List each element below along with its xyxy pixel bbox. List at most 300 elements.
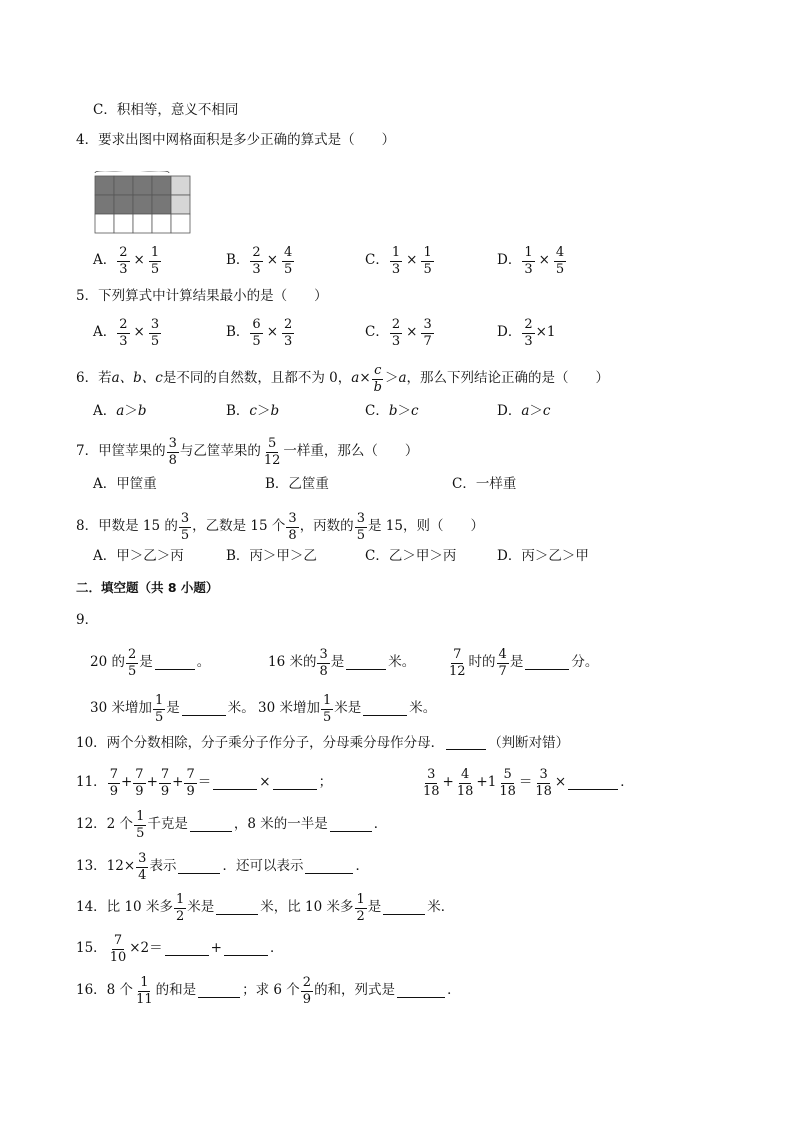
- plus-sign: +: [120, 774, 133, 791]
- fraction: [421, 246, 433, 276]
- q8-option-a[interactable]: A．甲＞乙＞丙: [93, 548, 184, 564]
- denominator: 5: [555, 261, 565, 277]
- answer-blank[interactable]: [216, 902, 258, 915]
- denominator: 5: [423, 261, 432, 277]
- fraction: [184, 768, 196, 798]
- grid-cell: [152, 176, 171, 195]
- text: ；求 6 个: [242, 982, 300, 999]
- text: 分。: [571, 654, 599, 671]
- q12: [76, 810, 387, 840]
- plus-sign: +: [146, 774, 158, 791]
- times-sign: ×: [266, 324, 279, 341]
- answer-blank[interactable]: [182, 703, 226, 716]
- fraction: [250, 318, 262, 348]
- numerator: 7: [453, 647, 462, 662]
- denominator: 9: [302, 991, 312, 1007]
- numerator: 3: [138, 851, 147, 866]
- numerator: 1: [322, 693, 332, 708]
- q10: [76, 737, 569, 751]
- fraction: [282, 318, 294, 348]
- numerator: 4: [284, 245, 293, 260]
- left-var: a: [521, 403, 530, 419]
- text: 米，比 10 米多: [260, 899, 354, 916]
- denominator: 2: [175, 908, 185, 924]
- denominator: 18: [499, 783, 516, 799]
- option-letter: D．: [497, 324, 522, 341]
- fraction: [455, 768, 476, 798]
- denominator: 2: [356, 908, 365, 924]
- period: ．: [447, 982, 461, 999]
- answer-blank[interactable]: [155, 657, 195, 670]
- q7-option-b[interactable]: B．乙筐重: [265, 476, 329, 492]
- times-one: ×1: [535, 324, 556, 341]
- q4-option-a[interactable]: [93, 246, 162, 276]
- numerator: 1: [150, 245, 160, 260]
- fraction: [250, 246, 262, 276]
- numerator: 2: [119, 245, 128, 260]
- numerator: 1: [175, 892, 185, 907]
- numerator: 1: [391, 245, 401, 260]
- fraction: [390, 246, 402, 276]
- q5-option-a[interactable]: [93, 318, 162, 348]
- fraction: [286, 512, 298, 542]
- numerator: 2: [127, 647, 137, 662]
- greater-sign: ＞: [529, 403, 543, 419]
- q4-option-d[interactable]: [497, 246, 567, 276]
- q9-number: 9．: [76, 612, 99, 628]
- grid-cell: [171, 195, 190, 214]
- denominator: 8: [288, 527, 297, 543]
- denominator: 7: [498, 663, 507, 679]
- text: 是: [166, 700, 180, 717]
- numerator: 3: [150, 317, 160, 332]
- q9-item-e: [258, 694, 436, 724]
- fraction: [149, 318, 161, 348]
- q8-part1: 8．甲数是 15 的: [76, 518, 178, 535]
- q7-option-c[interactable]: C．一样重: [452, 476, 517, 492]
- fraction: [522, 318, 534, 348]
- q9-item-d: [90, 694, 255, 724]
- numerator: 3: [423, 317, 432, 332]
- fraction: [282, 246, 294, 276]
- grid-cell: [95, 195, 114, 214]
- fraction: [301, 976, 313, 1006]
- fraction: [108, 768, 120, 798]
- numerator: 6: [252, 317, 261, 332]
- option-letter: C．: [365, 324, 389, 341]
- text: 20 的: [90, 654, 125, 671]
- left-var: c: [249, 403, 257, 419]
- answer-blank[interactable]: [178, 861, 220, 874]
- q6-prefix: 6．若: [76, 370, 112, 387]
- denominator: 5: [154, 709, 164, 725]
- denominator: 3: [524, 333, 533, 349]
- text: 时的: [468, 654, 496, 671]
- numerator: 3: [180, 511, 190, 526]
- answer-blank[interactable]: [446, 737, 486, 750]
- grid-cell: [133, 176, 152, 195]
- q9-item-a: [90, 648, 210, 678]
- denominator: 3: [252, 261, 261, 277]
- right-var: c: [542, 403, 551, 419]
- option-letter: C．: [365, 403, 389, 419]
- denominator: 11: [136, 991, 153, 1007]
- numerator: 7: [109, 767, 118, 782]
- equals-sign: ＝: [518, 774, 533, 791]
- numerator: 3: [319, 647, 328, 662]
- answer-blank[interactable]: [190, 819, 232, 832]
- fraction: [522, 246, 534, 276]
- numerator: 1: [154, 693, 164, 708]
- left-var: b: [388, 403, 398, 419]
- text: 米。: [227, 700, 255, 717]
- times-sign: ×: [266, 252, 279, 269]
- fraction: [317, 648, 329, 678]
- q14: [76, 893, 454, 923]
- period: ．: [373, 816, 388, 833]
- fraction: [533, 768, 554, 798]
- denominator: 5: [284, 261, 293, 277]
- plus-sign: +: [172, 774, 184, 791]
- q8-option-d[interactable]: D．丙＞乙＞甲: [497, 548, 589, 564]
- grid-cell: [114, 195, 133, 214]
- denominator: 3: [119, 333, 128, 349]
- option-letter: B．: [226, 403, 250, 419]
- numerator: 3: [539, 767, 548, 782]
- denominator: 3: [391, 333, 401, 349]
- q10-hint: （判断对错）: [488, 735, 570, 751]
- var-a: a: [351, 370, 360, 387]
- answer-blank[interactable]: [330, 819, 372, 832]
- times-sign: ×: [538, 252, 550, 269]
- text: 是: [139, 654, 153, 671]
- q16: [76, 976, 461, 1006]
- times-sign: ×: [359, 370, 371, 387]
- fraction: [262, 437, 283, 467]
- q7-middle: 与乙筐苹果的: [179, 443, 261, 460]
- q6-variables: a、b、c: [111, 370, 163, 387]
- numerator: 7: [160, 767, 170, 782]
- text: 是: [509, 654, 524, 671]
- answer-blank[interactable]: [165, 943, 209, 956]
- numerator: 2: [119, 317, 128, 332]
- q6-stem: [76, 364, 609, 394]
- q6-option-b[interactable]: [226, 405, 279, 419]
- q6-option-a[interactable]: [93, 405, 146, 419]
- numerator: 3: [168, 436, 177, 451]
- q8-part3: ，丙数的: [299, 518, 354, 535]
- numerator: 4: [460, 767, 470, 782]
- plus-sign: +: [476, 774, 488, 791]
- numerator: 1: [423, 245, 432, 260]
- q6-option-c[interactable]: [365, 405, 419, 419]
- numerator: 5: [503, 767, 512, 782]
- denominator: 5: [150, 261, 160, 277]
- q6-condition: 是不同的自然数，且都不为 0，: [162, 370, 352, 387]
- fraction: [126, 648, 138, 678]
- numerator: 1: [136, 809, 145, 824]
- denominator: 9: [186, 783, 195, 799]
- fraction: [159, 768, 171, 798]
- text: 30 米增加: [258, 700, 320, 717]
- text: 米是: [187, 899, 215, 916]
- denominator: 10: [109, 949, 127, 965]
- denominator: 12: [449, 663, 466, 679]
- greater-sign: ＞: [124, 403, 138, 419]
- option-letter: A．: [93, 324, 117, 341]
- fraction: [372, 364, 384, 394]
- fraction: [117, 318, 129, 348]
- denominator: 5: [136, 825, 145, 841]
- q9-item-b: [268, 648, 415, 678]
- denominator: 5: [150, 333, 160, 349]
- text: 的和是: [155, 982, 197, 999]
- answer-blank[interactable]: [397, 985, 445, 998]
- grid-brace: [95, 171, 169, 173]
- fraction: [136, 852, 148, 882]
- q4-option-c[interactable]: [365, 246, 435, 276]
- denominator: 18: [456, 783, 474, 799]
- option-letter: D．: [497, 252, 522, 269]
- fraction: [134, 810, 146, 840]
- denominator: b: [373, 379, 382, 395]
- q3-option-c: C．积相等，意义不相同: [93, 102, 239, 118]
- q10-statement: 10．两个分数相除，分子乘分子作分子，分母乘分母作分母．: [76, 735, 445, 751]
- fraction: [174, 893, 186, 923]
- fraction: [355, 893, 367, 923]
- grid-cell: [95, 176, 114, 195]
- section-title: 二．填空题（共 8 小题）: [76, 580, 219, 595]
- denominator: 9: [135, 783, 144, 799]
- times-sign: ×: [259, 774, 271, 791]
- denominator: 5: [252, 333, 261, 349]
- numerator: 3: [356, 511, 365, 526]
- numerator: 7: [113, 933, 123, 948]
- q6-option-d[interactable]: [497, 405, 550, 419]
- q8-part2: ，乙数是 15 个: [192, 518, 286, 535]
- fraction: [134, 976, 155, 1006]
- semicolon: ；: [318, 774, 333, 791]
- text: 的和，列式是: [314, 982, 396, 999]
- fraction: [421, 768, 442, 798]
- text: ，8 米的一半是: [233, 816, 328, 833]
- text: 米。: [409, 700, 437, 717]
- q7-option-a[interactable]: A．甲筐重: [93, 476, 157, 492]
- option-letter: A．: [93, 252, 117, 269]
- q7-prefix: 7．甲筐苹果的: [76, 443, 166, 460]
- text: ．还可以表示: [222, 858, 304, 875]
- q5-option-d[interactable]: [497, 318, 556, 348]
- right-var: b: [270, 403, 280, 419]
- q4-stem: 4．要求出图中网格面积是多少正确的算式是（ ）: [76, 132, 396, 148]
- numerator: 5: [268, 436, 277, 451]
- denominator: 3: [284, 333, 293, 349]
- q11-left: [76, 768, 332, 798]
- text: 表示: [149, 858, 177, 875]
- numerator: 2: [252, 245, 261, 260]
- q4-option-b[interactable]: [226, 246, 295, 276]
- numerator: 1: [140, 975, 149, 990]
- q11-number: 11．: [76, 774, 107, 791]
- grid-cell: [114, 214, 133, 233]
- numerator: 2: [302, 975, 312, 990]
- text: 12．2 个: [76, 816, 134, 833]
- q8-part4: 是 15，则（ ）: [367, 518, 484, 535]
- text: 16．8 个: [76, 982, 134, 999]
- var-a: a: [398, 370, 407, 387]
- text: 是: [330, 654, 345, 671]
- text: 。: [196, 654, 211, 671]
- numerator: c: [374, 363, 382, 378]
- numerator: 2: [524, 317, 533, 332]
- text: 15．: [76, 940, 107, 957]
- fraction: [149, 246, 161, 276]
- option-letter: B．: [226, 324, 250, 341]
- answer-blank[interactable]: [198, 985, 240, 998]
- times-sign: ×: [406, 252, 418, 269]
- option-letter: B．: [226, 252, 250, 269]
- q11-right: [420, 768, 634, 798]
- text: 30 米增加: [90, 700, 152, 717]
- denominator: 9: [160, 783, 170, 799]
- right-var: c: [411, 403, 419, 419]
- answer-blank[interactable]: [568, 777, 618, 790]
- text: 是: [367, 899, 382, 916]
- denominator: 3: [391, 261, 401, 277]
- option-letter: D．: [497, 403, 522, 419]
- times-sign: ×: [133, 324, 145, 341]
- times-sign: ×: [133, 252, 145, 269]
- denominator: 8: [319, 663, 328, 679]
- option-letter: C．: [365, 252, 389, 269]
- plus-sign: +: [442, 774, 454, 791]
- numerator: 1: [356, 892, 365, 907]
- fraction: [497, 768, 518, 798]
- denominator: 7: [423, 333, 432, 349]
- option-letter: A．: [93, 403, 117, 419]
- grid-cell: [171, 214, 190, 233]
- greater-sign: ＞: [397, 403, 411, 419]
- grid-cell: [171, 176, 190, 195]
- denominator: 4: [138, 867, 147, 883]
- answer-blank[interactable]: [525, 657, 569, 670]
- fraction: [355, 512, 367, 542]
- fraction: [321, 694, 333, 724]
- right-var: b: [137, 403, 147, 419]
- period: ．: [620, 774, 634, 791]
- fraction: [133, 768, 145, 798]
- text: 米。: [388, 654, 416, 671]
- fraction: [447, 648, 468, 678]
- plus-sign: +: [210, 940, 222, 957]
- answer-blank[interactable]: [346, 657, 386, 670]
- fraction: [554, 246, 566, 276]
- text: 千克是: [147, 816, 188, 833]
- denominator: 12: [263, 452, 281, 468]
- q5-option-b[interactable]: [226, 318, 295, 348]
- fraction: [179, 512, 191, 542]
- greater-sign: ＞: [256, 403, 271, 419]
- grid-cell: [152, 195, 171, 214]
- times-sign: ×: [554, 774, 567, 791]
- grid-cell: [133, 195, 152, 214]
- fraction: [167, 437, 179, 467]
- numerator: 2: [284, 317, 293, 332]
- numerator: 7: [186, 767, 195, 782]
- q13: [76, 852, 369, 882]
- whole-number: 1: [487, 774, 497, 791]
- numerator: 3: [427, 767, 436, 782]
- text: ×2＝: [129, 940, 163, 957]
- grid-cell: [152, 214, 171, 233]
- fraction: [153, 694, 165, 724]
- answer-blank[interactable]: [213, 777, 257, 790]
- answer-blank[interactable]: [363, 703, 407, 716]
- denominator: 5: [127, 663, 137, 679]
- denominator: 9: [109, 783, 118, 799]
- times-sign: ×: [406, 324, 418, 341]
- q9-item-c: [446, 648, 598, 678]
- grid-figure: [93, 171, 191, 235]
- q8-option-c[interactable]: C．乙＞甲＞丙: [365, 548, 457, 564]
- answer-blank[interactable]: [273, 777, 317, 790]
- denominator: 5: [356, 527, 365, 543]
- q15: [76, 934, 283, 964]
- q5-stem: 5．下列算式中计算结果最小的是（ ）: [76, 288, 328, 304]
- numerator: 3: [288, 511, 297, 526]
- answer-blank[interactable]: [383, 902, 425, 915]
- denominator: 5: [322, 709, 332, 725]
- fraction: [390, 318, 402, 348]
- q7-stem: [76, 437, 418, 467]
- left-var: a: [116, 403, 125, 419]
- denominator: 5: [180, 527, 190, 543]
- denominator: 18: [423, 783, 440, 799]
- fraction: [117, 246, 129, 276]
- answer-blank[interactable]: [305, 861, 353, 874]
- denominator: 18: [535, 783, 552, 799]
- fraction: [108, 934, 129, 964]
- q7-suffix: 一样重，那么（ ）: [283, 443, 419, 460]
- numerator: 1: [524, 245, 533, 260]
- q8-option-b[interactable]: B．丙＞甲＞乙: [226, 548, 317, 564]
- q8-stem: [76, 512, 484, 542]
- grid-cell: [133, 214, 152, 233]
- numerator: 2: [391, 317, 401, 332]
- greater-sign: ＞: [384, 370, 399, 387]
- q5-option-c[interactable]: [365, 318, 435, 348]
- text: 米是: [334, 700, 362, 717]
- equals-sign: ＝: [197, 774, 212, 791]
- numerator: 7: [135, 767, 144, 782]
- q6-suffix: ，那么下列结论正确的是（ ）: [406, 370, 610, 387]
- numerator: 4: [555, 245, 565, 260]
- fraction: [421, 318, 433, 348]
- numerator: 4: [498, 647, 507, 662]
- answer-blank[interactable]: [224, 943, 268, 956]
- grid-cell: [114, 176, 133, 195]
- denominator: 3: [119, 261, 128, 277]
- text: 16 米的: [268, 654, 317, 671]
- text: 米．: [427, 899, 455, 916]
- denominator: 8: [168, 452, 177, 468]
- fraction: [497, 648, 509, 678]
- text: 13．12×: [76, 858, 136, 875]
- grid-cell: [95, 214, 114, 233]
- denominator: 3: [524, 261, 533, 277]
- period: ．: [269, 940, 284, 957]
- period: ．: [355, 858, 369, 875]
